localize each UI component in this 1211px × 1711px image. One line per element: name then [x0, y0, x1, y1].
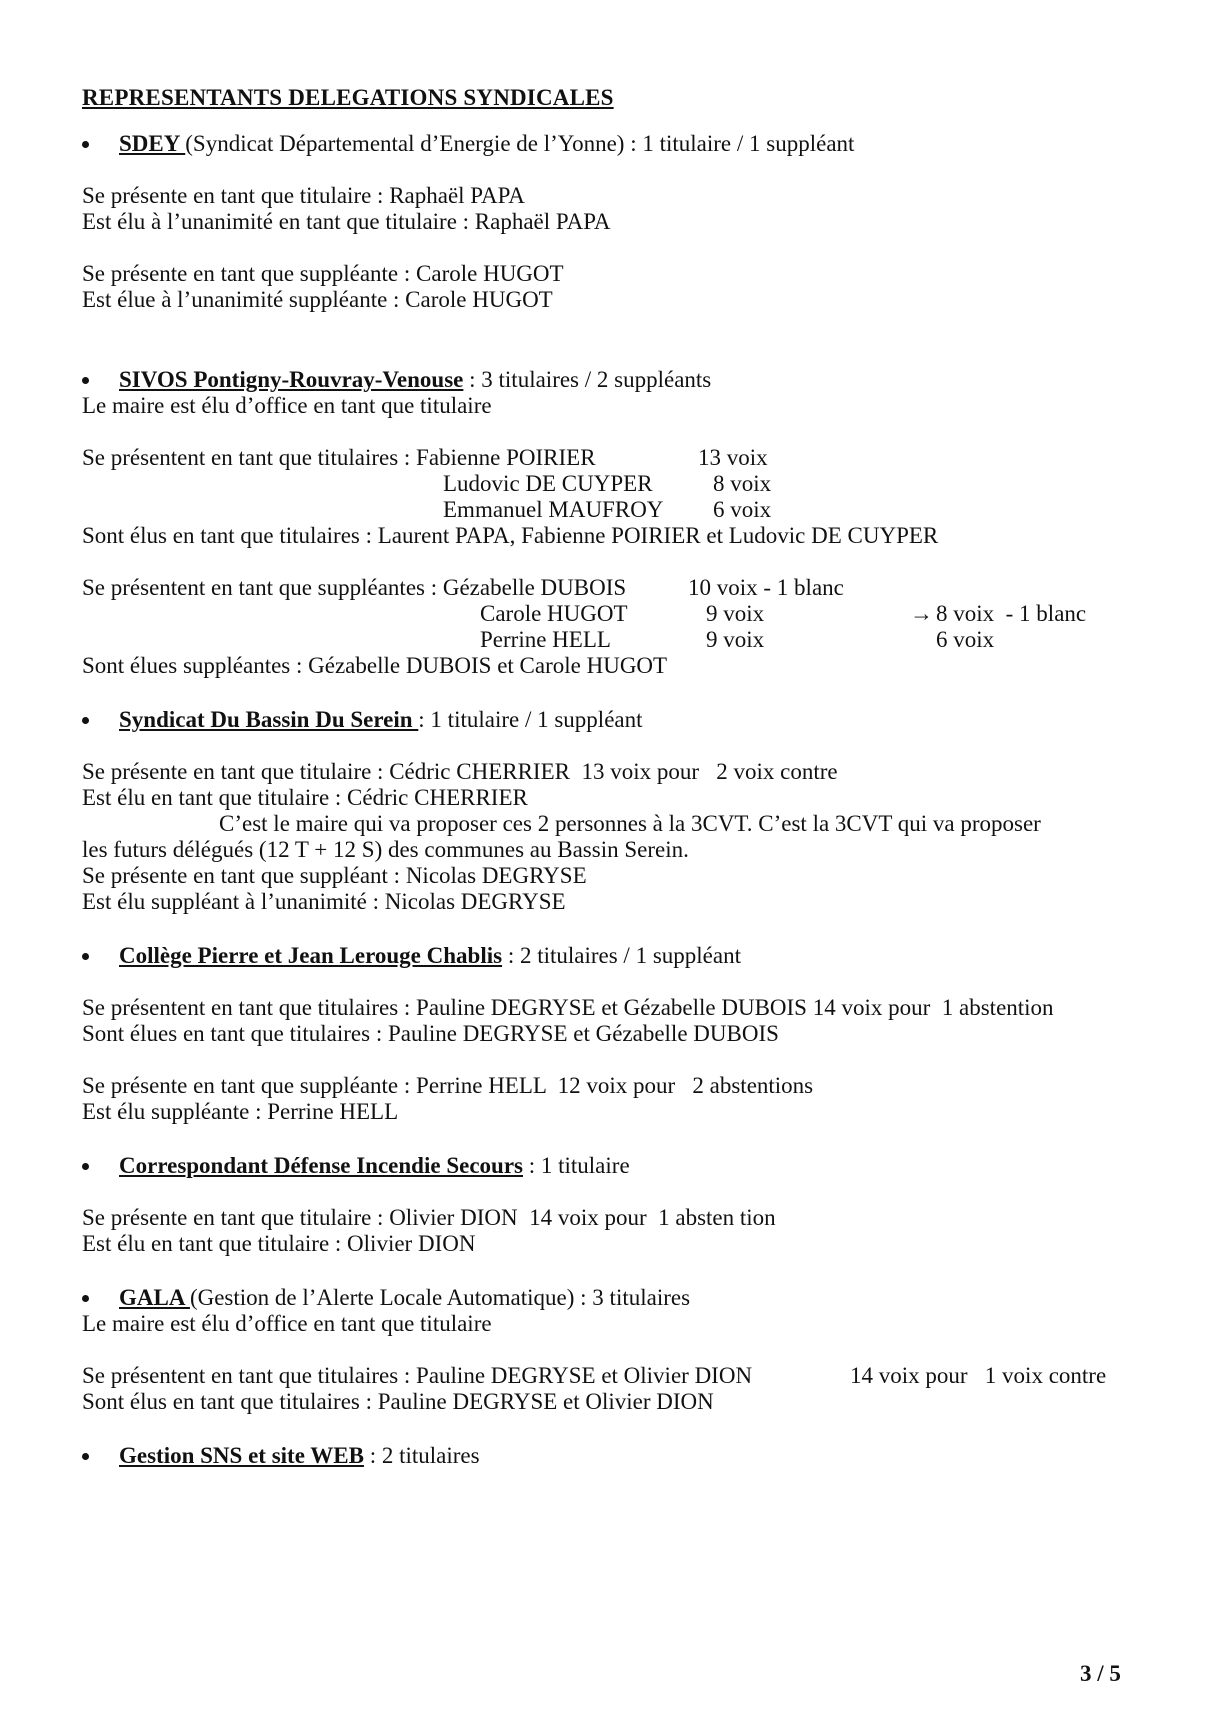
text-line: Sont élus en tant que titulaires : Pauline DEGRYSE et Olivier DION [82, 1389, 714, 1414]
bullet-icon [82, 717, 89, 724]
page-heading: REPRESENTANTS DELEGATIONS SYNDICALES [82, 85, 614, 110]
section-title: Correspondant Défense Incendie Secours [119, 1153, 523, 1178]
candidate-name: Ludovic DE CUYPER [443, 471, 653, 496]
text-line: Le maire est élu d’office en tant que titulaire [82, 1311, 492, 1336]
section-subtitle: (Syndicat Départemental d’Energie de l’Yonne) : 1 titulaire / 1 suppléant [185, 131, 855, 156]
bullet-icon [82, 1295, 89, 1302]
section-gestion-sns [82, 1442, 480, 1556]
text-line: Est élu en tant que titulaire : Olivier DION [82, 1231, 476, 1256]
vote-count: 14 voix pour 1 voix contre [850, 1363, 1107, 1388]
text-line: Se présente en tant que suppléante : Perrine HELL 12 voix pour 2 abstentions [82, 1073, 814, 1098]
vote-count: 9 voix [706, 601, 765, 626]
text-line: Se présente en tant que titulaire : Cédric CHERRIER 13 voix pour 2 voix contre [82, 759, 838, 784]
page-number: 3 / 5 [1080, 1661, 1121, 1686]
text-line: Se présente en tant que suppléante : Carole HUGOT [82, 261, 564, 286]
candidate-name: Perrine HELL [480, 627, 611, 652]
section-subtitle: (Gestion de l’Alerte Locale Automatique) : 3 titulaires [189, 1285, 691, 1310]
section-subtitle: : 2 titulaires / 1 suppléant [502, 943, 741, 968]
text-line: Se présente en tant que titulaire : Raphaël PAPA [82, 183, 525, 208]
bullet-icon [82, 953, 89, 960]
text-line: Sont élues en tant que titulaires : Pauline DEGRYSE et Gézabelle DUBOIS [82, 1021, 779, 1046]
section-title: GALA [119, 1285, 190, 1310]
text-line: Est élu suppléante : Perrine HELL [82, 1099, 399, 1124]
text-line: Est élu à l’unanimité en tant que titulaire : Raphaël PAPA [82, 209, 611, 234]
text-line: C’est le maire qui va proposer ces 2 personnes à la 3CVT. C’est la 3CVT qui va proposer [219, 811, 1041, 836]
candidate-name: Emmanuel MAUFROY [443, 497, 664, 522]
text-line: Le maire est élu d’office en tant que titulaire [82, 393, 492, 418]
vote-count-second-round: 6 voix [936, 627, 995, 652]
candidate-name: Carole HUGOT [480, 601, 628, 626]
section-subtitle: : 1 titulaire [522, 1153, 630, 1178]
vote-count: 9 voix [706, 627, 765, 652]
vote-count: 8 voix [713, 471, 772, 496]
vote-count: 10 voix - 1 blanc [688, 575, 844, 600]
text-line: Est élu en tant que titulaire : Cédric CHERRIER [82, 785, 528, 810]
bullet-icon [82, 1453, 89, 1460]
arrow-icon: → [910, 601, 933, 626]
bullet-icon [82, 1163, 89, 1170]
text-line: Se présentent en tant que titulaires : Fabienne POIRIER [82, 445, 596, 470]
text-line: Est élue à l’unanimité suppléante : Carole HUGOT [82, 287, 553, 312]
vote-count: 13 voix [698, 445, 768, 470]
vote-count-second-round: 8 voix - 1 blanc [936, 601, 1087, 626]
section-title: SDEY [119, 131, 186, 156]
text-line: Est élu suppléant à l’unanimité : Nicolas DEGRYSE [82, 889, 566, 914]
vote-count: 6 voix [713, 497, 772, 522]
section-title: SIVOS Pontigny-Rouvray-Venouse [119, 367, 464, 392]
section-title: Gestion SNS et site WEB [119, 1443, 364, 1468]
text-line: Sont élues suppléantes : Gézabelle DUBOIS et Carole HUGOT [82, 653, 668, 678]
section-subtitle: : 3 titulaires / 2 suppléants [463, 367, 712, 392]
text-line: les futurs délégués (12 T + 12 S) des communes au Bassin Serein. [82, 837, 689, 862]
section-subtitle: : 1 titulaire / 1 suppléant [418, 707, 643, 732]
text-line: Se présente en tant que suppléant : Nicolas DEGRYSE [82, 863, 587, 888]
section-subtitle: : 2 titulaires [363, 1443, 480, 1468]
bullet-icon [82, 377, 89, 384]
text-line: Sont élus en tant que titulaires : Laurent PAPA, Fabienne POIRIER et Ludovic DE CUYPER [82, 523, 939, 548]
text-line: Se présentent en tant que titulaires : Pauline DEGRYSE et Olivier DION [82, 1363, 753, 1388]
text-line: Se présentent en tant que suppléantes : Gézabelle DUBOIS [82, 575, 627, 600]
section-title: Syndicat Du Bassin Du Serein [119, 707, 419, 732]
text-line: Se présente en tant que titulaire : Olivier DION 14 voix pour 1 absten tion [82, 1205, 776, 1230]
bullet-icon [82, 141, 89, 148]
section-title: Collège Pierre et Jean Lerouge Chablis [119, 943, 503, 968]
text-line: Se présentent en tant que titulaires : Pauline DEGRYSE et Gézabelle DUBOIS 14 voix pour 1 abstention [82, 995, 1054, 1020]
